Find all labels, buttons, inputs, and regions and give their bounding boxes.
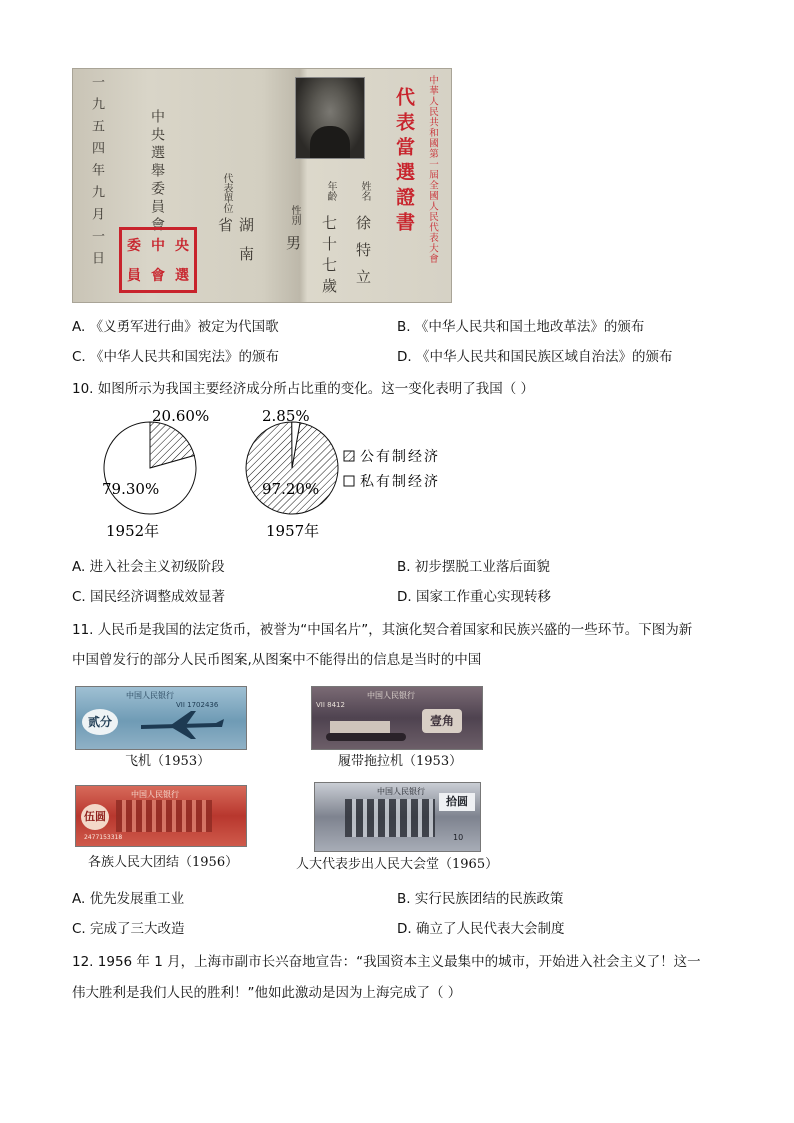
banknote-assembly: 中国人民银行 拾圆 10 xyxy=(314,782,481,852)
legend-public-label: 公有制经济 xyxy=(360,449,440,465)
certificate-image xyxy=(72,68,452,303)
q10-option-d: D. 国家工作重心实现转移 xyxy=(397,589,551,605)
banknote-unity-caption: 各族人民大团结（1956） xyxy=(88,855,239,870)
banknote-tractor: 中国人民银行 VII 8412 壹角 xyxy=(311,686,483,750)
pie-1957-public-label: 97.20% xyxy=(262,480,320,498)
certificate-date: 一九五四年九月一日 xyxy=(89,75,104,273)
delegates-icon xyxy=(345,799,435,837)
certificate-committee: 中央選舉委員會 xyxy=(149,109,165,235)
banknote-airplane: 中国人民银行 贰分 VII 1702436 xyxy=(75,686,247,750)
unit-value: 湖南省 xyxy=(216,217,255,275)
q10-option-b: B. 初步摆脱工业落后面貌 xyxy=(397,559,550,575)
q10-option-a: A. 进入社会主义初级阶段 xyxy=(72,559,225,575)
unit-label: 代表單位 xyxy=(221,173,232,213)
banknote-unity: 中国人民银行 伍圆 2477153318 xyxy=(75,785,247,847)
pie-1957-year: 1957年 xyxy=(266,522,320,540)
pie-charts xyxy=(70,400,490,550)
q11-option-b: B. 实行民族团结的民族政策 xyxy=(397,891,564,907)
age-label: 年齡 xyxy=(325,181,336,201)
q9-option-d: D. 《中华人民共和国民族区域自治法》的颁布 xyxy=(397,349,673,365)
gender-label: 性別 xyxy=(289,205,300,225)
banknote-airplane-caption: 飞机（1953） xyxy=(125,754,211,769)
congress-name: 中華人民共和國第一屆全國人民代表大會 xyxy=(427,75,438,264)
people-group-icon xyxy=(116,800,212,832)
q10-stem: 10. 如图所示为我国主要经济成分所占比重的变化。这一变化表明了我国（ ） xyxy=(72,381,535,397)
pie-1957 xyxy=(246,422,338,514)
q9-option-a: A. 《义勇军进行曲》被定为代国歌 xyxy=(72,319,279,335)
tractor-icon xyxy=(326,711,416,743)
portrait-photo xyxy=(295,77,365,159)
q9-option-c: C. 《中华人民共和国宪法》的颁布 xyxy=(72,349,280,365)
q10-option-c: C. 国民经济调整成效显著 xyxy=(72,589,226,605)
q11-stem-line2: 中国曾发行的部分人民币图案,从图案中不能得出的信息是当时的中国 xyxy=(72,652,482,668)
pie-1952 xyxy=(104,422,196,514)
banknote-assembly-caption: 人大代表步出人民大会堂（1965） xyxy=(296,857,499,872)
name-value: 徐特立 xyxy=(354,215,372,296)
name-label: 姓名 xyxy=(359,181,370,201)
q12-stem-line2: 伟大胜利是我们人民的胜利！”他如此激动是因为上海完成了（ ） xyxy=(72,985,462,1001)
legend-private-label: 私有制经济 xyxy=(360,474,440,490)
pie-1952-private-label: 79.30% xyxy=(102,480,160,498)
banknote-tractor-caption: 履带拖拉机（1953） xyxy=(338,754,463,769)
legend-private-swatch xyxy=(344,476,354,486)
pie-1952-public-label: 20.60% xyxy=(152,407,210,425)
q11-option-a: A. 优先发展重工业 xyxy=(72,891,185,907)
committee-seal: 委 中 央 員 會 選 xyxy=(119,227,197,293)
age-value: 七十七歲 xyxy=(320,215,338,299)
pie-1952-year: 1952年 xyxy=(106,522,160,540)
gender-value: 男 xyxy=(284,235,302,250)
q11-option-c: C. 完成了三大改造 xyxy=(72,921,185,937)
q9-option-b: B. 《中华人民共和国土地改革法》的颁布 xyxy=(397,319,645,335)
legend-public-swatch xyxy=(344,451,354,461)
pie-1957-private-label: 2.85% xyxy=(262,407,310,425)
airplane-icon xyxy=(136,707,226,741)
q12-stem-line1: 12. 1956 年 1 月，上海市副市长兴奋地宣告：“我国资本主义最集中的城市，开始进入社会主义了！这一 xyxy=(72,954,701,970)
q11-stem-line1: 11. 人民币是我国的法定货币，被誉为“中国名片”，其演化契合着国家和民族兴盛的一些环节。下图为新 xyxy=(72,622,693,638)
q11-option-d: D. 确立了人民代表大会制度 xyxy=(397,921,565,937)
certificate-title: 代表當選證書 xyxy=(393,87,415,237)
